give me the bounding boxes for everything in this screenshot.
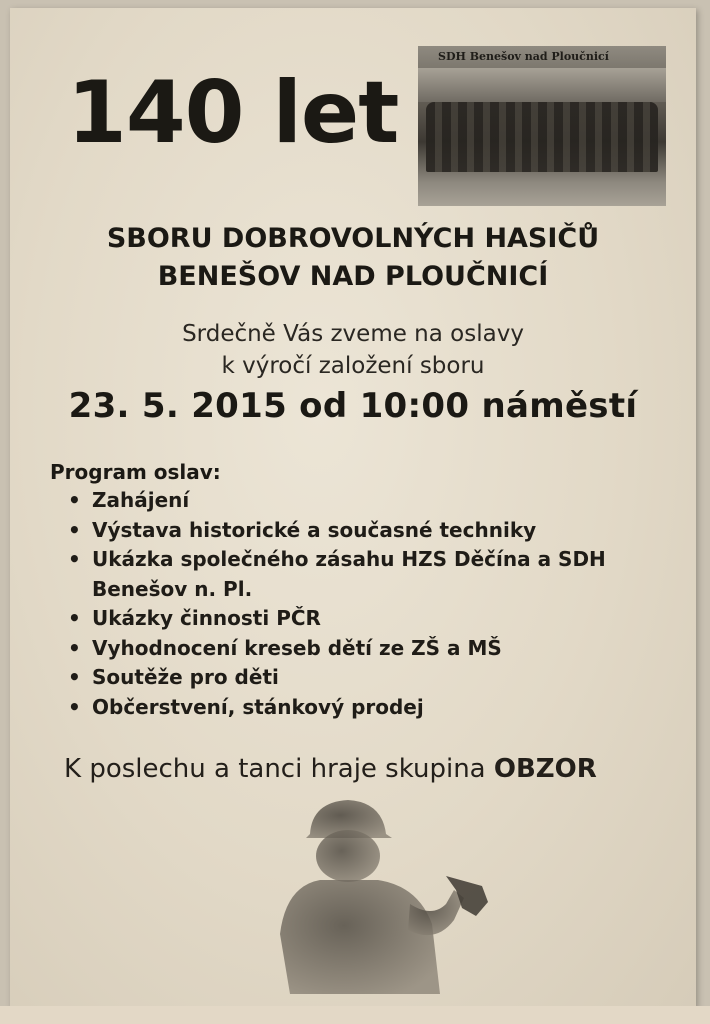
poster — [10, 8, 696, 1008]
music-announcement — [64, 754, 597, 784]
program-item: • Ukázka společného zásahu HZS Děčína a SDH Benešov n. Pl. — [68, 547, 606, 601]
music-text: K poslechu a tanci hraje skupina — [64, 754, 486, 784]
bullet-icon: • — [68, 606, 81, 630]
program-list — [68, 486, 668, 722]
table-surface — [0, 1006, 710, 1024]
event-date-time: 23. 5. 2015 od 10:00 náměstí — [68, 386, 638, 426]
headline: 140 let — [67, 63, 399, 163]
organization-line-1: SBORU DOBROVOLNÝCH HASIČŮ — [106, 223, 600, 254]
program-item: • Zahájení — [68, 486, 668, 516]
bullet-icon: • — [68, 635, 81, 660]
bullet-icon: • — [68, 547, 81, 571]
photo-fire-trucks — [418, 68, 666, 102]
program-item: • Výstava historické a současné techniky — [68, 516, 668, 546]
program-item: • Občerstvení, stánkový prodej — [68, 693, 668, 723]
program-item: • Vyhodnocení kreseb dětí ze ZŠ a MŠ — [68, 634, 668, 664]
band-name: OBZOR — [493, 754, 597, 784]
firefighter-silhouette-icon — [250, 794, 510, 994]
invitation-line-1: Srdečně Vás zveme na oslavy — [182, 321, 524, 347]
program-item: • Ukázky činnosti PČR — [68, 604, 668, 634]
organization-line-2: BENEŠOV NAD PLOUČNICÍ — [157, 261, 549, 292]
program-item: • Soutěže pro děti — [68, 663, 668, 693]
photo-firefighters-group — [426, 102, 658, 172]
bullet-icon: • — [68, 694, 81, 719]
organization-name — [10, 220, 696, 296]
bullet-icon: • — [68, 517, 81, 542]
firefighters-group-photo — [418, 46, 666, 206]
invitation-text — [10, 318, 696, 382]
photo-caption: SDH Benešov nad Ploučnicí — [438, 50, 609, 63]
bullet-icon: • — [68, 488, 81, 512]
bullet-icon: • — [68, 665, 81, 689]
invitation-line-2: k výročí založení sboru — [221, 353, 485, 379]
program-title: Program oslav: — [50, 460, 221, 484]
